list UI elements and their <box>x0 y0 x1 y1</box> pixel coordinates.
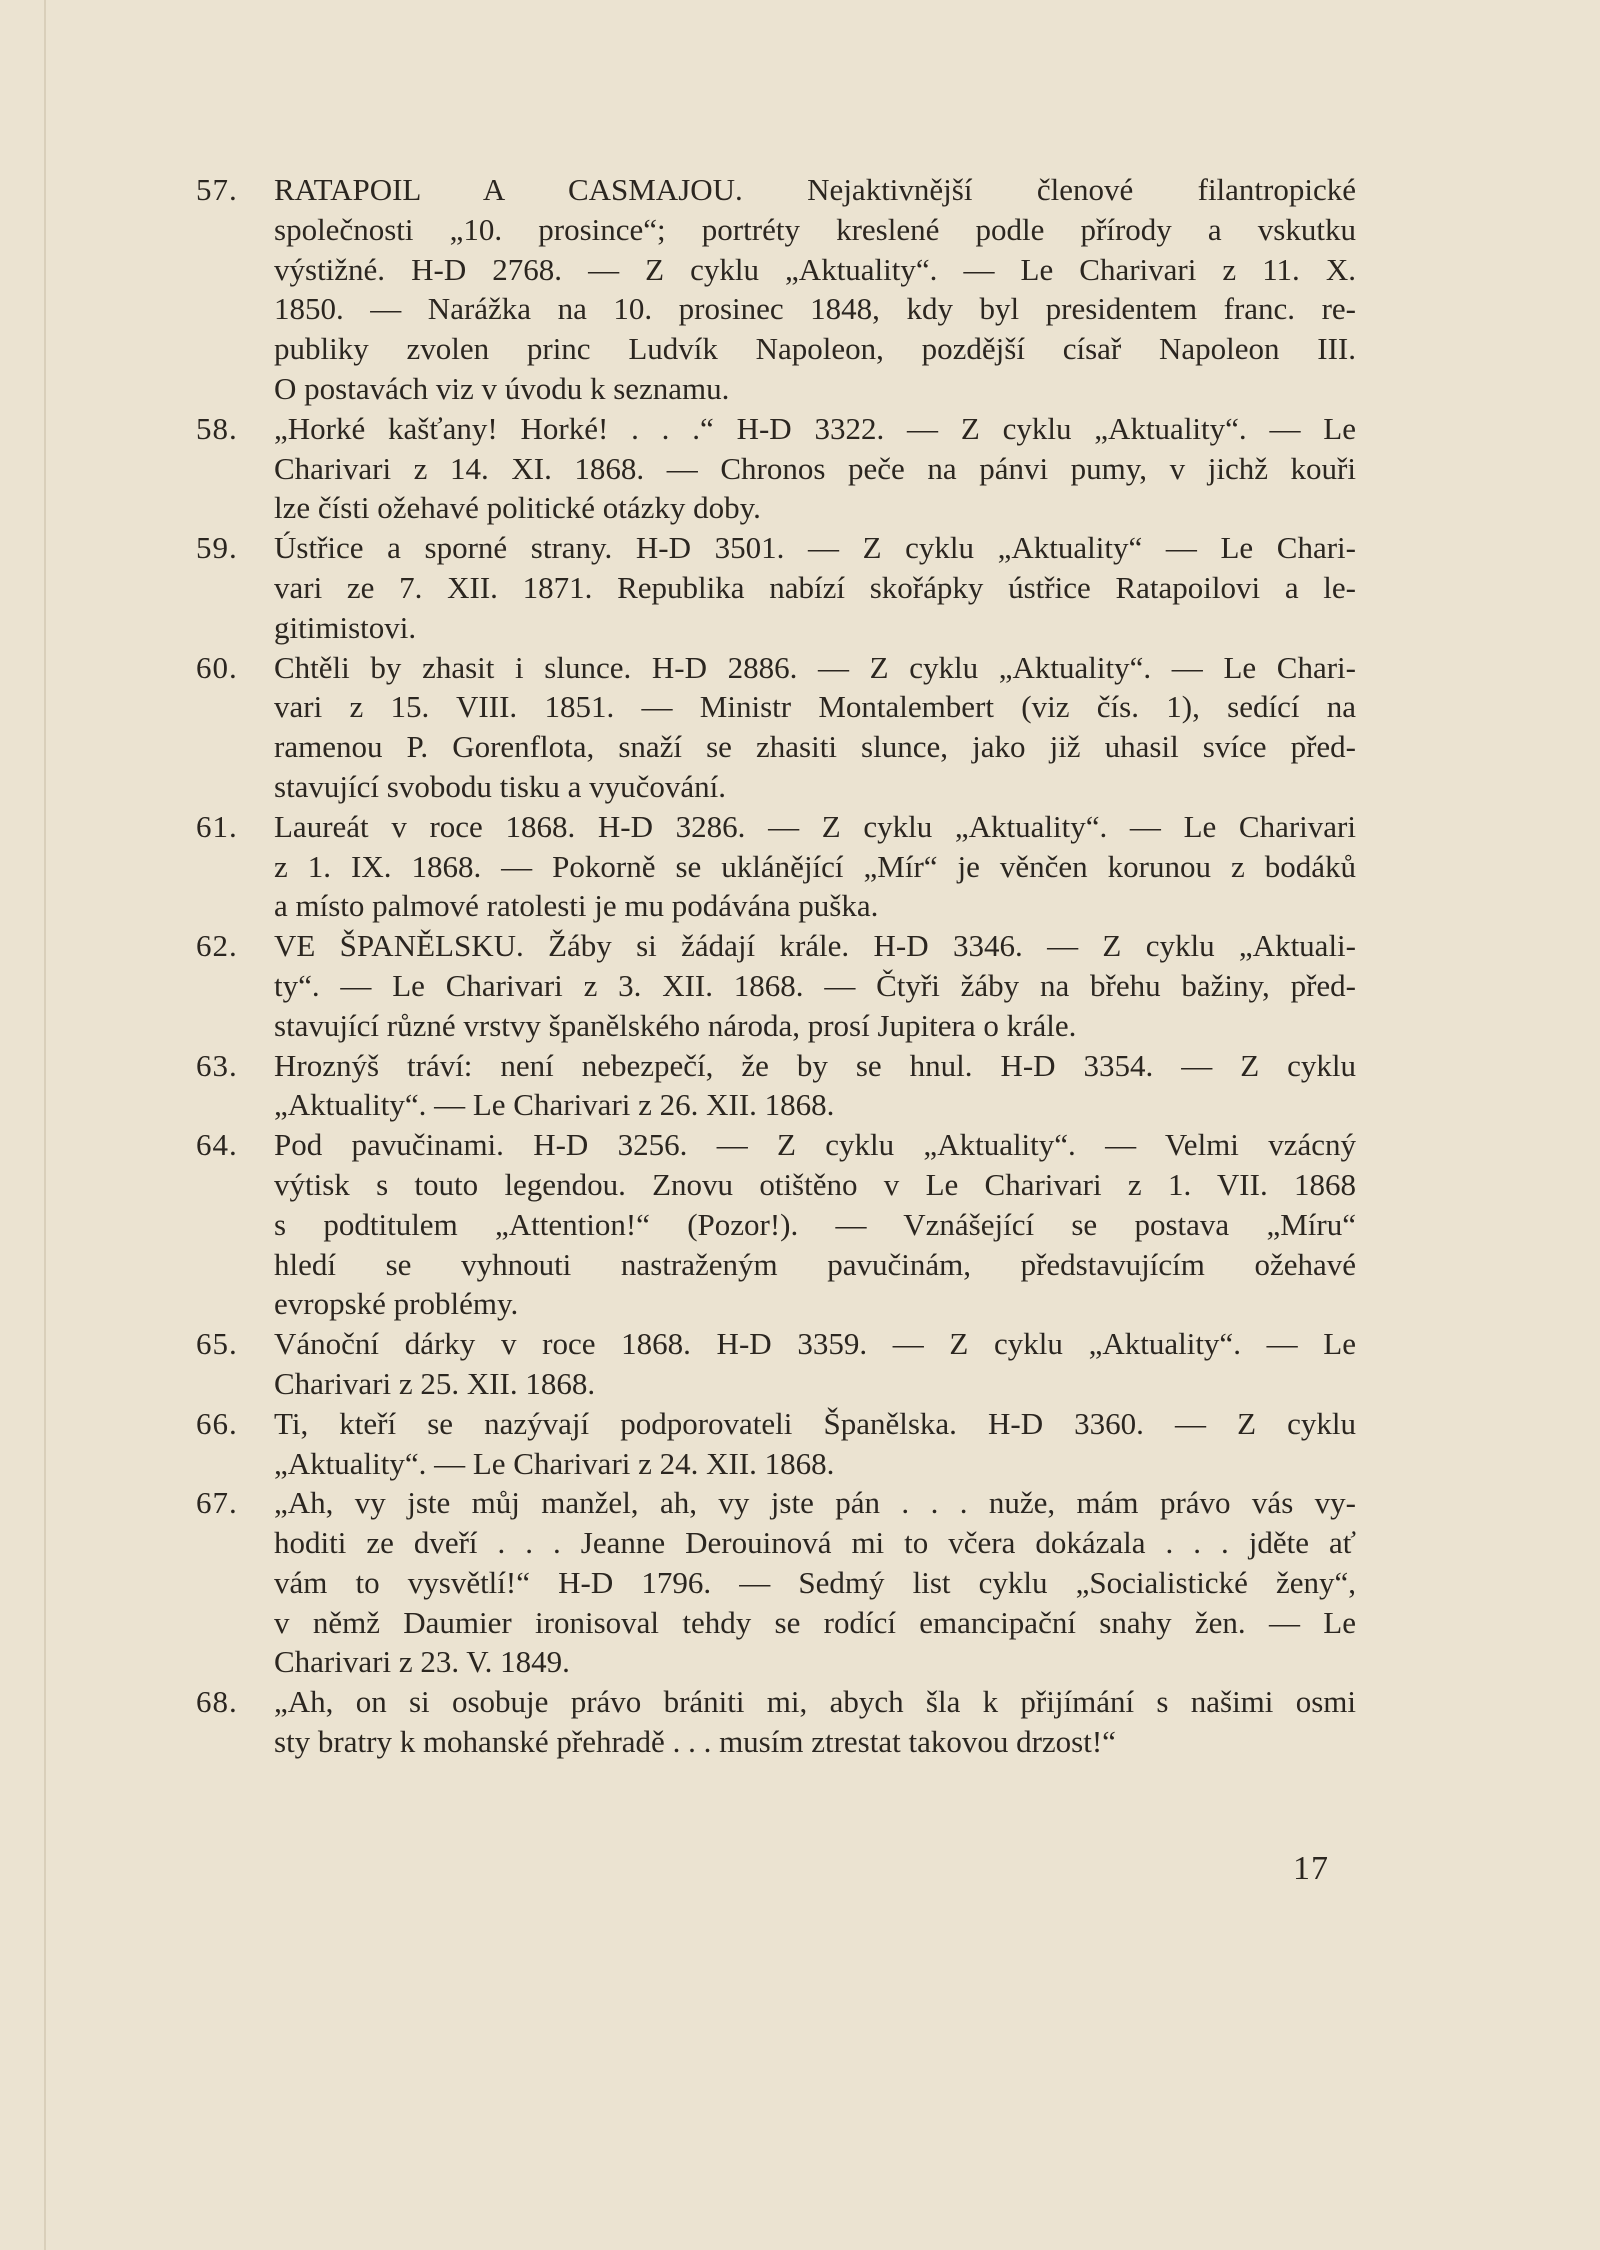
entry-text-line: „Ah, vy jste můj manžel, ah, vy jste pán . . . nuže, mám právo vás vy- <box>274 1485 1356 1521</box>
entry-text-line: Charivari z 14. XI. 1868. — Chronos peče na pánvi pumy, v jichž kouři <box>274 450 1356 486</box>
entry-text-line: ty“. — Le Charivari z 3. XII. 1868. — Čtyři žáby na břehu bažiny, před- <box>274 967 1356 1003</box>
catalogue-entry <box>196 1483 1356 1682</box>
entry-text-line: společnosti „10. prosince“; portréty kreslené podle přírody a vskutku <box>274 211 1356 247</box>
entry-number: 57. <box>196 172 238 207</box>
entry-text-line: evropské problémy. <box>274 1286 519 1322</box>
entry-number: 58. <box>196 410 238 446</box>
entry-text-line: Laureát v roce 1868. H-D 3286. — Z cyklu „Aktuality“. — Le Charivari <box>274 808 1356 844</box>
page-number: 17 <box>1293 1850 1329 1887</box>
entry-text-line: Charivari z 25. XII. 1868. <box>274 1365 596 1401</box>
entry-text-line: „Aktuality“. — Le Charivari z 26. XII. 1868. <box>274 1087 835 1123</box>
entry-text-line: VE ŠPANĚLSKU. Žáby si žádají krále. H-D 3346. — Z cyklu „Aktuali- <box>274 928 1356 964</box>
catalogue-entry <box>196 528 1356 647</box>
catalogue-entry <box>196 807 1356 926</box>
entry-text-line: RATAPOIL A CASMAJOU. Nejaktivnější členové filantropické <box>274 172 1356 207</box>
entry-number: 65. <box>196 1326 238 1362</box>
entry-text-line: hoditi ze dveří . . . Jeanne Derouinová mi to včera dokázala . . . jděte ať <box>274 1525 1356 1561</box>
entry-text-line: výtisk s touto legendou. Znovu otištěno v Le Charivari z 1. VII. 1868 <box>274 1166 1356 1202</box>
catalogue-entry <box>196 648 1356 807</box>
entry-number: 61. <box>196 808 238 844</box>
entry-number: 66. <box>196 1405 238 1441</box>
catalogue-entry <box>196 409 1356 528</box>
entry-text-line: stavující různé vrstvy španělského národa, prosí Jupitera o krále. <box>274 1007 1077 1043</box>
catalogue-entry <box>196 1682 1356 1762</box>
entry-text-line: Charivari z 23. V. 1849. <box>274 1644 570 1680</box>
entry-text-line: Chtěli by zhasit i slunce. H-D 2886. — Z cyklu „Aktuality“. — Le Chari- <box>274 649 1356 685</box>
catalogue-entry <box>196 170 1356 409</box>
entry-text-line: publiky zvolen princ Ludvík Napoleon, pozdější císař Napoleon III. <box>274 331 1356 367</box>
entry-number: 59. <box>196 530 238 566</box>
entry-text-line: Vánoční dárky v roce 1868. H-D 3359. — Z cyklu „Aktuality“. — Le <box>274 1326 1356 1362</box>
catalogue-entry <box>196 926 1356 1045</box>
entry-text-line: O postavách viz v úvodu k seznamu. <box>274 370 730 406</box>
catalogue-entry <box>196 1324 1356 1404</box>
entry-number: 64. <box>196 1127 238 1163</box>
entry-text-line: s podtitulem „Attention!“ (Pozor!). — Vznášející se postava „Míru“ <box>274 1206 1356 1242</box>
entry-text-line: Hroznýš tráví: není nebezpečí, že by se hnul. H-D 3354. — Z cyklu <box>274 1047 1356 1083</box>
catalogue-entry <box>196 1125 1356 1324</box>
entry-text-line: vari ze 7. XII. 1871. Republika nabízí skořápky ústřice Ratapoilovi a le- <box>274 569 1356 605</box>
entry-text-line: Ti, kteří se nazývají podporovateli Španělska. H-D 3360. — Z cyklu <box>274 1405 1356 1441</box>
catalogue-entry <box>196 1404 1356 1484</box>
entry-text-line: ramenou P. Gorenflota, snaží se zhasiti slunce, jako již uhasil svíce před- <box>274 729 1356 765</box>
entry-text-line: stavující svobodu tisku a vyučování. <box>274 768 727 804</box>
entry-text-line: sty bratry k mohanské přehradě . . . musím ztrestat takovou drzost!“ <box>274 1724 1116 1760</box>
catalogue-entry <box>196 1046 1356 1126</box>
page-edge-shadow <box>44 0 46 2250</box>
entry-text-line: výstižné. H-D 2768. — Z cyklu „Aktuality“. — Le Charivari z 11. X. <box>274 251 1356 287</box>
entry-text-line: z 1. IX. 1868. — Pokorně se uklánějící „Mír“ je věnčen korunou z bodáků <box>274 848 1356 884</box>
entry-text-line: Ústřice a sporné strany. H-D 3501. — Z cyklu „Aktuality“ — Le Chari- <box>274 530 1356 566</box>
entry-text-line: Pod pavučinami. H-D 3256. — Z cyklu „Aktuality“. — Velmi vzácný <box>274 1127 1356 1163</box>
entry-text-line: 1850. — Narážka na 10. prosinec 1848, kdy byl presidentem franc. re- <box>274 291 1356 327</box>
entry-text-line: „Horké kašťany! Horké! . . .“ H-D 3322. — Z cyklu „Aktuality“. — Le <box>274 410 1356 446</box>
entry-number: 60. <box>196 649 238 685</box>
entry-text-line: v němž Daumier ironisoval tehdy se rodící emancipační snahy žen. — Le <box>274 1604 1356 1640</box>
entry-number: 68. <box>196 1684 238 1720</box>
entry-text-line: gitimistovi. <box>274 609 417 645</box>
entry-text-line: vari z 15. VIII. 1851. — Ministr Montalembert (viz čís. 1), sedící na <box>274 689 1356 725</box>
entry-text-line: lze čísti ožehavé politické otázky doby. <box>274 490 761 526</box>
entry-number: 67. <box>196 1485 238 1521</box>
entry-text-line: vám to vysvětlí!“ H-D 1796. — Sedmý list cyklu „Socialistické ženy“, <box>274 1564 1356 1600</box>
entry-text-line: a místo palmové ratolesti je mu podávána puška. <box>274 888 879 924</box>
catalogue-list <box>196 170 1356 1762</box>
entry-text-line: „Aktuality“. — Le Charivari z 24. XII. 1868. <box>274 1445 835 1481</box>
entry-number: 62. <box>196 928 238 964</box>
entry-number: 63. <box>196 1047 238 1083</box>
entry-text-line: „Ah, on si osobuje právo brániti mi, abych šla k přijímání s našimi osmi <box>274 1684 1356 1720</box>
entry-text-line: hledí se vyhnouti nastraženým pavučinám, představujícím ožehavé <box>274 1246 1356 1282</box>
